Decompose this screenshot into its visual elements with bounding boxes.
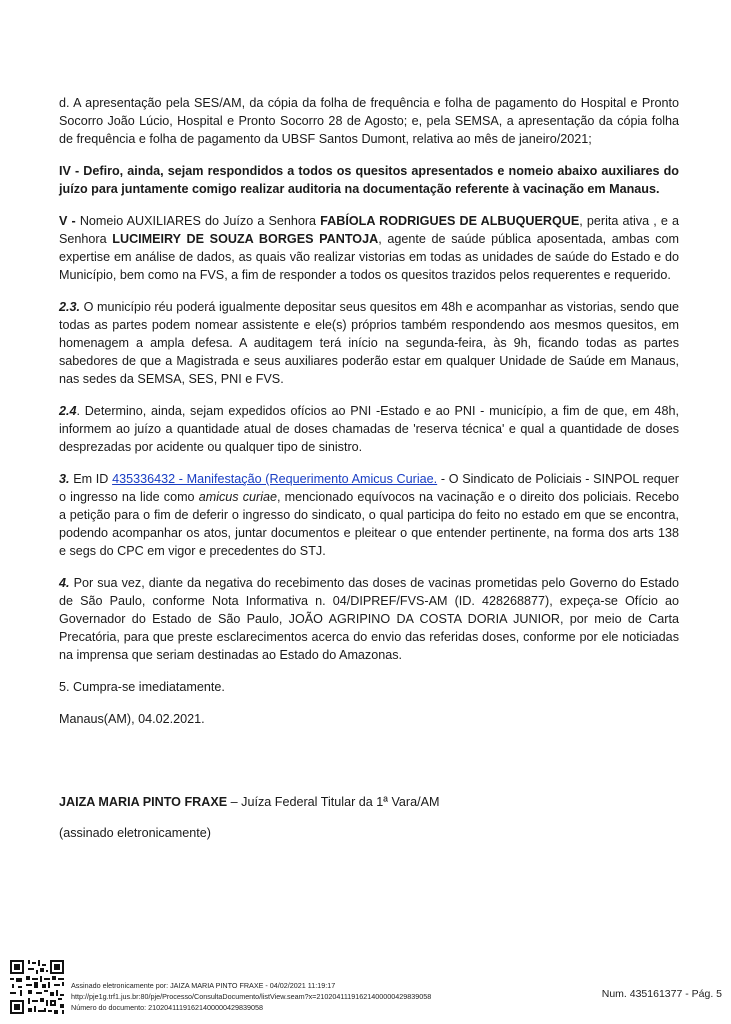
signer-role: – Juíza Federal Titular da 1ª Vara/AM — [227, 795, 440, 809]
paragraph-4-text: Por sua vez, diante da negativa do recebimento das doses de vacinas prometidas pelo Governo do Estado de São Paulo, conforme Nota Informativa n. 04/DIPREF/FVS-AM (ID. 428268877), expeça-se Ofício ao Governador do Estado de São Paulo, JOÃO AGRIPINO DA COSTA DORIA JUNIOR, por meio de Carta Precatória, para que preste esclarecimentos acerca do envio das referidas doses, conforme por ele noticiadas na imprensa que seriam destinadas ao Estado do Amazonas. — [59, 576, 679, 662]
paragraph-3-text-2: - O Sindicato de Policiais - SINPOL requer o ingresso na lide como — [59, 472, 679, 504]
document-footer — [8, 958, 726, 1018]
paragraph-3-text-3: , mencionado equívocos na vacinação e o direito dos policiais. Recebo a petição para o fim de deferir o ingresso do sindicato, o qual participa do feito no estado em que se encontra, podendo acompanhar os atos, juntar documentos e pleitear o que entender pertinente, na forma dos arts 138 e segs do CPC em vigor e precedentes do STJ. — [59, 490, 679, 558]
signature-note: (assinado eletronicamente) — [59, 826, 211, 840]
page-reference: Num. 435161377 - Pág. 5 — [601, 988, 722, 1000]
paragraph-v-text-1: Nomeio AUXILIARES do Juízo a Senhora — [75, 214, 321, 228]
auxiliary-name-2: LUCIMEIRY DE SOUZA BORGES PANTOJA — [112, 232, 379, 246]
document-body — [59, 94, 679, 742]
signature-metadata — [71, 980, 431, 1013]
paragraph-3-label: 3. — [59, 472, 70, 486]
paragraph-4-label: 4. — [59, 576, 70, 590]
paragraph-v-text-3: , agente de saúde pública aposentada, ambas com expertise em análise de dados, as quais vão realizar vistorias em todas as unidades de saúde do Estado e do Município, bem como na FVS, a fim de responder a todos os quesitos trazidos pelos requerentes e requerido. — [59, 232, 679, 282]
qr-code-icon — [8, 958, 66, 1016]
paragraph-3 — [59, 470, 679, 560]
document-url[interactable]: http://pje1g.trf1.jus.br:80/pje/Processo/ConsultaDocumento/listView.seam?x=21020411191621400000429839058 — [71, 992, 432, 1001]
document-number-line: Número do documento: 21020411191621400000429839058 — [71, 1003, 263, 1012]
paragraph-2-4-label: 2.4 — [59, 404, 77, 418]
signature-line — [59, 793, 440, 811]
paragraph-2-3 — [59, 298, 679, 388]
paragraph-iv: IV - Defiro, ainda, sejam respondidos a todos os quesitos apresentados e nomeio abaixo auxiliares do juízo para juntamente comigo realizar auditoria na documentação referente à vacinação em Manaus. — [59, 164, 679, 196]
paragraph-d: d. A apresentação pela SES/AM, da cópia da folha de frequência e folha de pagamento do Hospital e Pronto Socorro João Lúcio, Hospital e Pronto Socorro 28 de Agosto; e, pela SEMSA, a apresentação da cópia folha de frequência e folha de pagamento da UBSF Santos Dumont, relativa ao mês de janeiro/2021; — [59, 96, 679, 146]
paragraph-5: 5. Cumpra-se imediatamente. — [59, 680, 225, 694]
document-id-link[interactable]: 435336432 - Manifestação (Requerimento Amicus Curiae. — [112, 472, 438, 486]
paragraph-2-4 — [59, 402, 679, 456]
paragraph-2-3-text: O município réu poderá igualmente depositar seus quesitos em 48h e acompanhar as vistorias, sendo que todas as partes podem nomear assistente e ele(s) próprios também respondendo aos mesmos quesitos, em homenagem a ampla defesa. A auditagem terá início na segunda-feira, às 9h, ficando todas as partes sabedores de que a Magistrada e seus auxiliares poderão estar em qualquer Unidade de Saúde em Manaus, nas sedes da SEMSA, SES, PNI e FVS. — [59, 300, 679, 386]
paragraph-2-4-text: . Determino, ainda, sejam expedidos ofícios ao PNI -Estado e ao PNI - município, a fim de que, em 48h, informem ao juízo a quantidade atual de doses chamadas de 'reserva técnica' e qual a quantidade de doses desprezadas por acidente ou qualquer tipo de sinistro. — [59, 404, 679, 454]
paragraph-v-label: V - — [59, 214, 76, 228]
paragraph-v-text-2: , perita ativa , e a Senhora — [59, 214, 679, 246]
paragraph-2-3-label: 2.3. — [59, 300, 81, 314]
paragraph-4 — [59, 574, 679, 664]
paragraph-3-text-1: Em ID — [69, 472, 113, 486]
signed-by-line: Assinado eletronicamente por: JAIZA MARIA PINTO FRAXE - 04/02/2021 11:19:17 — [71, 981, 336, 990]
auxiliary-name-1: FABÍOLA RODRIGUES DE ALBUQUERQUE — [320, 214, 580, 228]
document-date: Manaus(AM), 04.02.2021. — [59, 712, 205, 726]
paragraph-3-italic: amicus curiae — [198, 490, 278, 504]
paragraph-v — [59, 212, 679, 284]
signer-name: JAIZA MARIA PINTO FRAXE — [59, 795, 228, 809]
